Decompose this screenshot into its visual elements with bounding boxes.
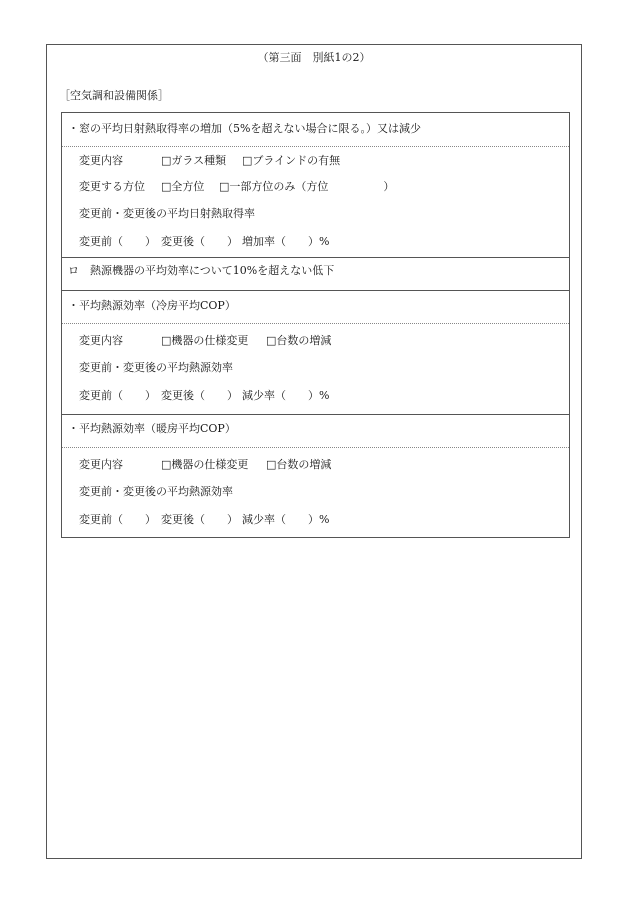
heating-change-content-label: 変更内容 <box>79 458 123 471</box>
blind-checkbox[interactable]: □ブラインドの有無 <box>242 154 341 167</box>
section-label: ［空気調和設備関係］ <box>59 89 169 102</box>
glass-type-checkbox[interactable]: □ガラス種類 <box>161 154 227 167</box>
heating-before-field[interactable]: 変更前（ ） <box>79 513 156 526</box>
window-after-field[interactable]: 変更後（ ） <box>161 235 238 248</box>
divider <box>62 290 569 291</box>
divider <box>62 257 569 258</box>
increase-rate-field[interactable]: 増加率（ ）% <box>242 235 330 248</box>
cooling-after-field[interactable]: 変更後（ ） <box>161 389 238 402</box>
window-before-after-label: 変更前・変更後の平均日射熱取得率 <box>79 207 255 220</box>
heat-source-heading: ロ 熱源機器の平均効率について10%を超えない低下 <box>68 264 335 277</box>
cooling-heading: ・平均熱源効率（冷房平均COP） <box>68 299 236 312</box>
page-frame <box>46 44 582 859</box>
form-table <box>61 112 570 538</box>
cooling-unit-count-checkbox[interactable]: □台数の増減 <box>266 334 332 347</box>
partial-direction-checkbox[interactable]: □一部方位のみ（方位 ） <box>219 180 395 193</box>
all-directions-checkbox[interactable]: □全方位 <box>161 180 205 193</box>
window-heading: ・窓の平均日射熱取得率の増加（5%を超えない場合に限る。）又は減少 <box>68 122 421 135</box>
heating-after-field[interactable]: 変更後（ ） <box>161 513 238 526</box>
cooling-before-field[interactable]: 変更前（ ） <box>79 389 156 402</box>
window-before-field[interactable]: 変更前（ ） <box>79 235 156 248</box>
direction-label: 変更する方位 <box>79 180 145 193</box>
heating-decrease-rate-field[interactable]: 減少率（ ）% <box>242 513 330 526</box>
cooling-spec-change-checkbox[interactable]: □機器の仕様変更 <box>161 334 249 347</box>
heating-before-after-label: 変更前・変更後の平均熱源効率 <box>79 485 233 498</box>
heating-spec-change-checkbox[interactable]: □機器の仕様変更 <box>161 458 249 471</box>
cooling-change-content-label: 変更内容 <box>79 334 123 347</box>
window-change-content-label: 変更内容 <box>79 154 123 167</box>
cooling-decrease-rate-field[interactable]: 減少率（ ）% <box>242 389 330 402</box>
divider <box>62 414 569 415</box>
divider <box>62 447 569 448</box>
heating-heading: ・平均熱源効率（暖房平均COP） <box>68 422 236 435</box>
cooling-before-after-label: 変更前・変更後の平均熱源効率 <box>79 361 233 374</box>
divider <box>62 323 569 324</box>
divider <box>62 146 569 147</box>
heating-unit-count-checkbox[interactable]: □台数の増減 <box>266 458 332 471</box>
page-header: （第三面 別紙1の2） <box>257 51 371 64</box>
